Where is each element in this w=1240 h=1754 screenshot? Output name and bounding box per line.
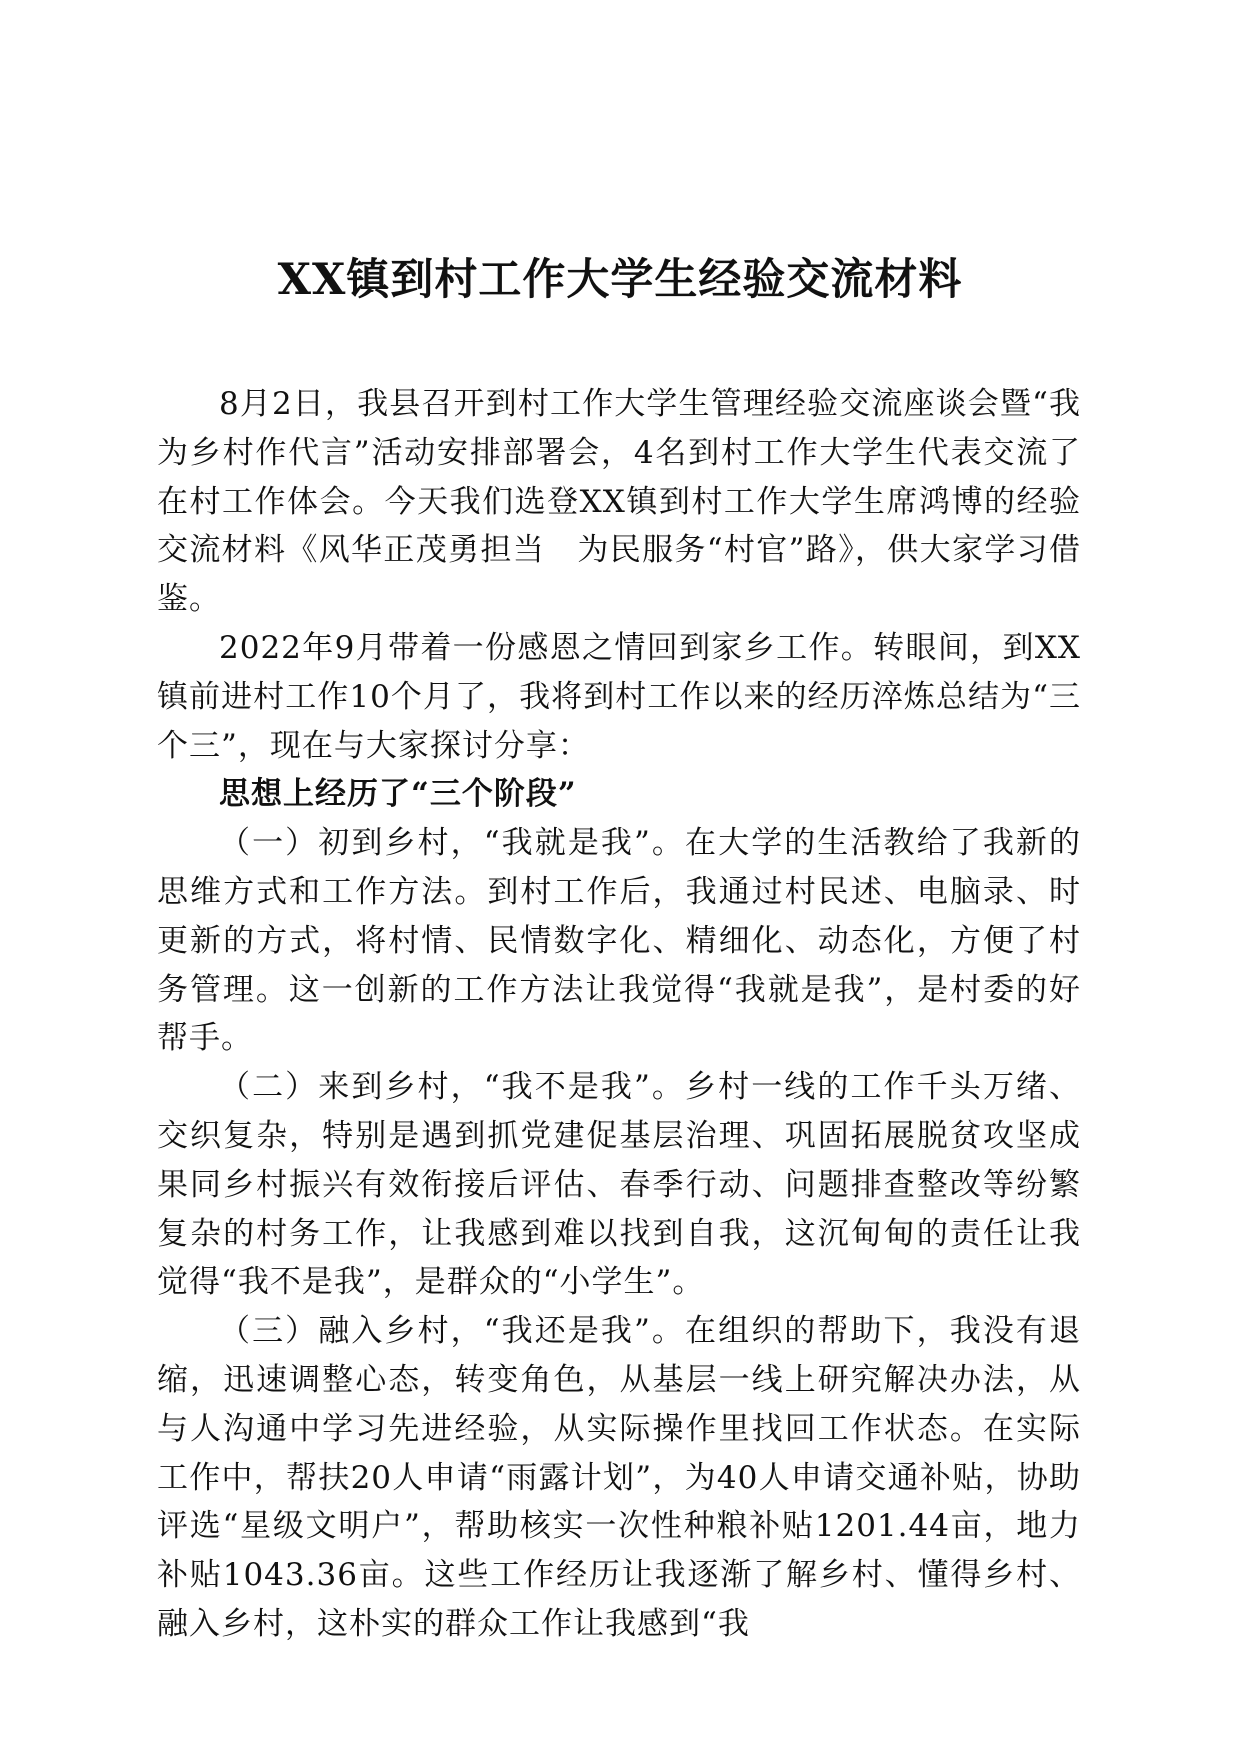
document-title: XX镇到村工作大学生经验交流材料: [277, 255, 963, 305]
paragraph-stage-two: （二）来到乡村，“我不是我”。乡村一线的工作千头万绪、交织复杂，特别是遇到抓党建促基层治理、巩固拓展脱贫攻坚成果同乡村振兴有效衔接后评估、春季行动、问题排查整改等纷繁复杂的村务工作，让我感到难以找到自我，这沉甸甸的责任让我觉得“我不是我”，是群众的“小学生”。: [157, 1069, 1081, 1301]
paragraph-stage-three: （三）融入乡村，“我还是我”。在组织的帮助下，我没有退缩，迅速调整心态，转变角色，从基层一线上研究解决办法，从与人沟通中学习先进经验，从实际操作里找回工作状态。在实际工作中，帮扶20人申请“雨露计划”，为40人申请交通补贴，协助评选“星级文明户”，帮助核实一次性种粮补贴1201.44亩，地力补贴1043.36亩。这些工作经历让我逐渐了解乡村、懂得乡村、融入乡村，这朴实的群众工作让我感到“我: [157, 1313, 1081, 1642]
paragraph-intro: 8月2日，我县召开到村工作大学生管理经验交流座谈会暨“我为乡村作代言”活动安排部署会，4名到村工作大学生代表交流了在村工作体会。今天我们选登XX镇到村工作大学生席鸿博的经验交流材料《风华正茂勇担当 为民服务“村官”路》，供大家学习借鉴。: [157, 386, 1081, 618]
document-body: [157, 380, 1081, 1649]
paragraph-stage-one: （一）初到乡村，“我就是我”。在大学的生活教给了我新的思维方式和工作方法。到村工作后，我通过村民述、电脑录、时更新的方式，将村情、民情数字化、精细化、动态化，方便了村务管理。这一创新的工作方法让我觉得“我就是我”，是村委的好帮手。: [157, 825, 1081, 1057]
section-heading: 思想上经历了“三个阶段”: [219, 776, 577, 813]
paragraph-background: 2022年9月带着一份感恩之情回到家乡工作。转眼间，到XX镇前进村工作10个月了，我将到村工作以来的经历淬炼总结为“三个三”，现在与大家探讨分享：: [157, 629, 1081, 764]
